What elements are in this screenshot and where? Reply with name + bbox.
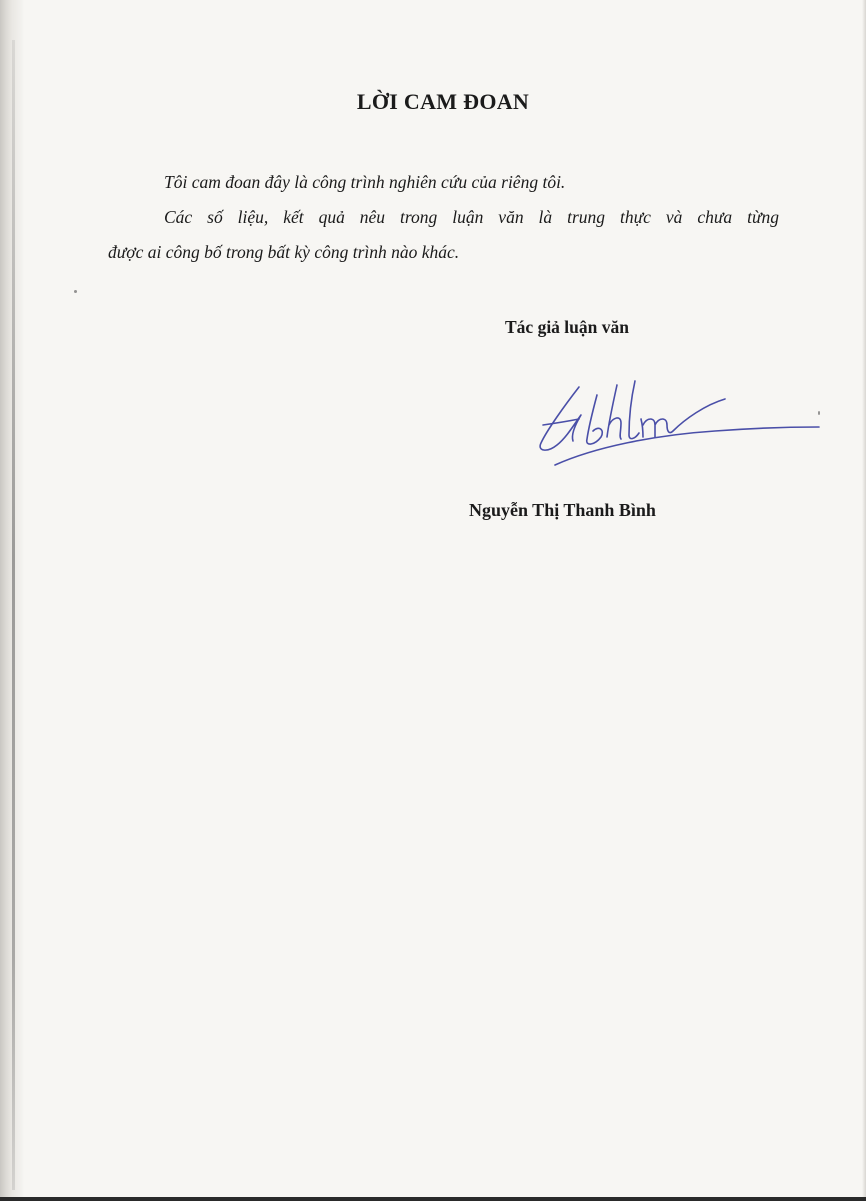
author-name: Nguyễn Thị Thanh Bình <box>469 500 656 520</box>
declaration-line-1: Tôi cam đoan đây là công trình nghiên cứu của riêng tôi. <box>164 172 566 192</box>
page-right-edge <box>862 0 866 1201</box>
declaration-line-2: Các số liệu, kết quả nêu trong luận văn là trung thực và chưa từng <box>164 207 779 227</box>
scan-speck <box>818 411 820 415</box>
declaration-line-3: được ai công bố trong bất kỳ công trình nào khác. <box>108 242 460 262</box>
binding-line <box>12 40 15 1190</box>
document-title: LỜI CAM ĐOAN <box>356 89 530 114</box>
author-label: Tác giả luận văn <box>505 317 629 337</box>
scan-speck <box>74 290 77 293</box>
page-bottom-edge <box>0 1197 866 1201</box>
handwritten-signature <box>535 375 835 475</box>
